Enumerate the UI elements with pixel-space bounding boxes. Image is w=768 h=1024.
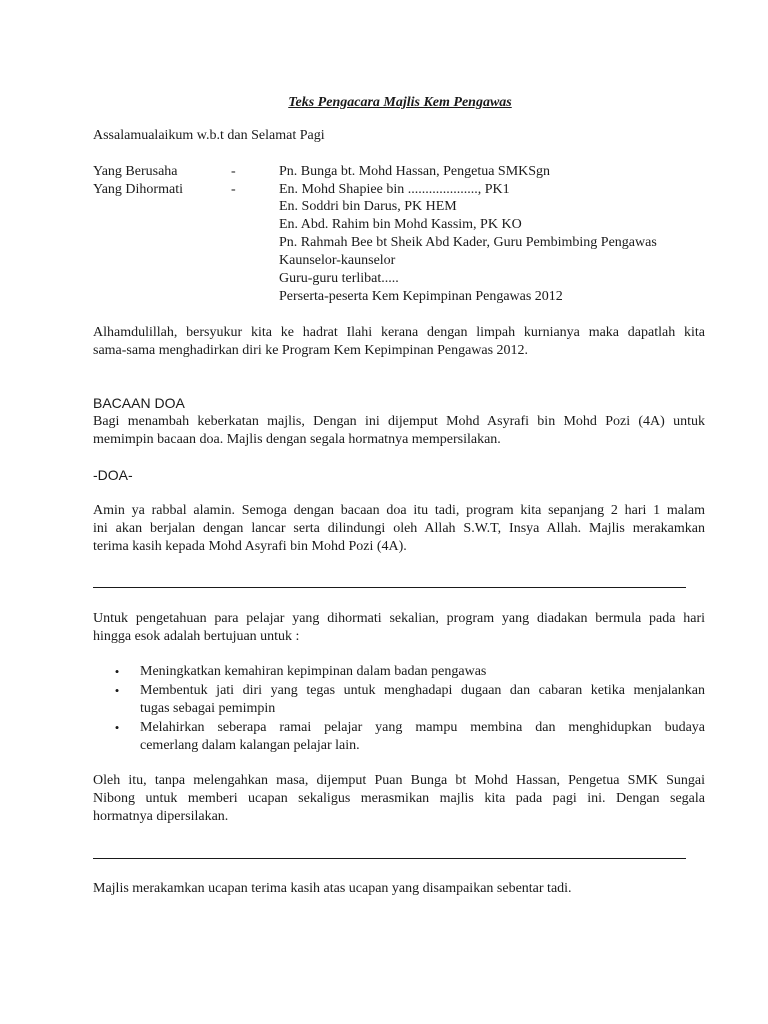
paragraph-line: terima kasih kepada Mohd Asyrafi bin Mohd Pozi (4A). (93, 539, 407, 554)
paragraph-line: Alhamdulillah, bersyukur kita ke hadrat Ilahi kerana dengan limpah kurnianya maka dapatlah kita (93, 325, 705, 340)
dignitary-name: En. Soddri bin Darus, PK HEM (279, 199, 457, 214)
paragraph-line: sama-sama menghadirkan diri ke Program Kem Kepimpinan Pengawas 2012. (93, 343, 529, 358)
paragraph-line: Bagi menambah keberkatan majlis, Dengan ini dijemput Mohd Asyrafi bin Mohd Pozi (4A) untuk (93, 414, 705, 429)
dignitary-name: Pn. Bunga bt. Mohd Hassan, Pengetua SMKSgn (279, 164, 551, 179)
divider-line (93, 587, 686, 588)
list-item-line: Meningkatkan kemahiran kepimpinan dalam badan pengawas (140, 664, 487, 679)
paragraph-line: ini akan berjalan dengan lancar serta dilindungi oleh Allah S.W.T, Insya Allah. Majlis merakamkan (93, 521, 705, 536)
list-item-line: Membentuk jati diri yang tegas untuk menghadapi dugaan dan cabaran ketika menjalankan (140, 683, 705, 698)
list-item (140, 719, 705, 755)
paragraph-line: Amin ya rabbal alamin. Semoga dengan bacaan doa itu tadi, program kita sepanjang 2 hari 1 malam (93, 503, 705, 518)
closing-paragraph (93, 772, 705, 826)
dignitary-name: Guru-guru terlibat..... (279, 271, 399, 286)
list-item-line: Melahirkan seberapa ramai pelajar yang mampu membina dan menghidupkan budaya (140, 720, 705, 735)
list-item (140, 682, 705, 718)
paragraph-line: memimpin bacaan doa. Majlis dengan segala hormatnya mempersilakan. (93, 432, 501, 447)
list-item-line: tugas sebagai pemimpin (140, 701, 276, 716)
document-title: Teks Pengacara Majlis Kem Pengawas (288, 95, 512, 110)
paragraph-line: Nibong untuk memberi ucapan sekaligus merasmikan majlis kita pada pagi ini. Dengan segala (93, 791, 705, 806)
list-item (140, 663, 705, 681)
bullet-icon: • (114, 683, 120, 698)
list-item-line: cemerlang dalam kalangan pelajar lain. (140, 738, 360, 753)
intro-paragraph (93, 324, 705, 360)
objective-intro-paragraph (93, 610, 705, 646)
dash-2: - (231, 182, 236, 197)
bullet-icon: • (114, 720, 120, 735)
greeting: Assalamualaikum w.b.t dan Selamat Pagi (93, 128, 325, 143)
final-line: Majlis merakamkan ucapan terima kasih atas ucapan yang disampaikan sebentar tadi. (93, 881, 572, 896)
paragraph-line: Oleh itu, tanpa melengahkan masa, dijemput Puan Bunga bt Mohd Hassan, Pengetua SMK Sungai (93, 773, 705, 788)
paragraph-line: Untuk pengetahuan para pelajar yang dihormati sekalian, program yang diadakan bermula pada hari (93, 611, 705, 626)
dignitary-name: En. Mohd Shapiee bin ...................., PK1 (279, 182, 510, 197)
divider-line (93, 858, 686, 859)
after-doa-paragraph (93, 502, 705, 556)
dash-1: - (231, 164, 236, 179)
paragraph-line: hingga esok adalah bertujuan untuk : (93, 629, 300, 644)
doa-invite-paragraph (93, 413, 705, 449)
dignitary-name: Perserta-peserta Kem Kepimpinan Pengawas 2012 (279, 289, 563, 304)
paragraph-line: hormatnya dipersilakan. (93, 809, 229, 824)
label-yang-berusaha: Yang Berusaha (93, 164, 178, 179)
doa-marker: -DOA- (93, 467, 133, 483)
dignitary-name: Pn. Rahmah Bee bt Sheik Abd Kader, Guru Pembimbing Pengawas (279, 235, 657, 250)
bullet-icon: • (114, 664, 120, 679)
dignitary-name: Kaunselor-kaunselor (279, 253, 396, 268)
dignitary-name: En. Abd. Rahim bin Mohd Kassim, PK KO (279, 217, 522, 232)
label-yang-dihormati: Yang Dihormati (93, 182, 183, 197)
section-heading: BACAAN DOA (93, 395, 185, 411)
